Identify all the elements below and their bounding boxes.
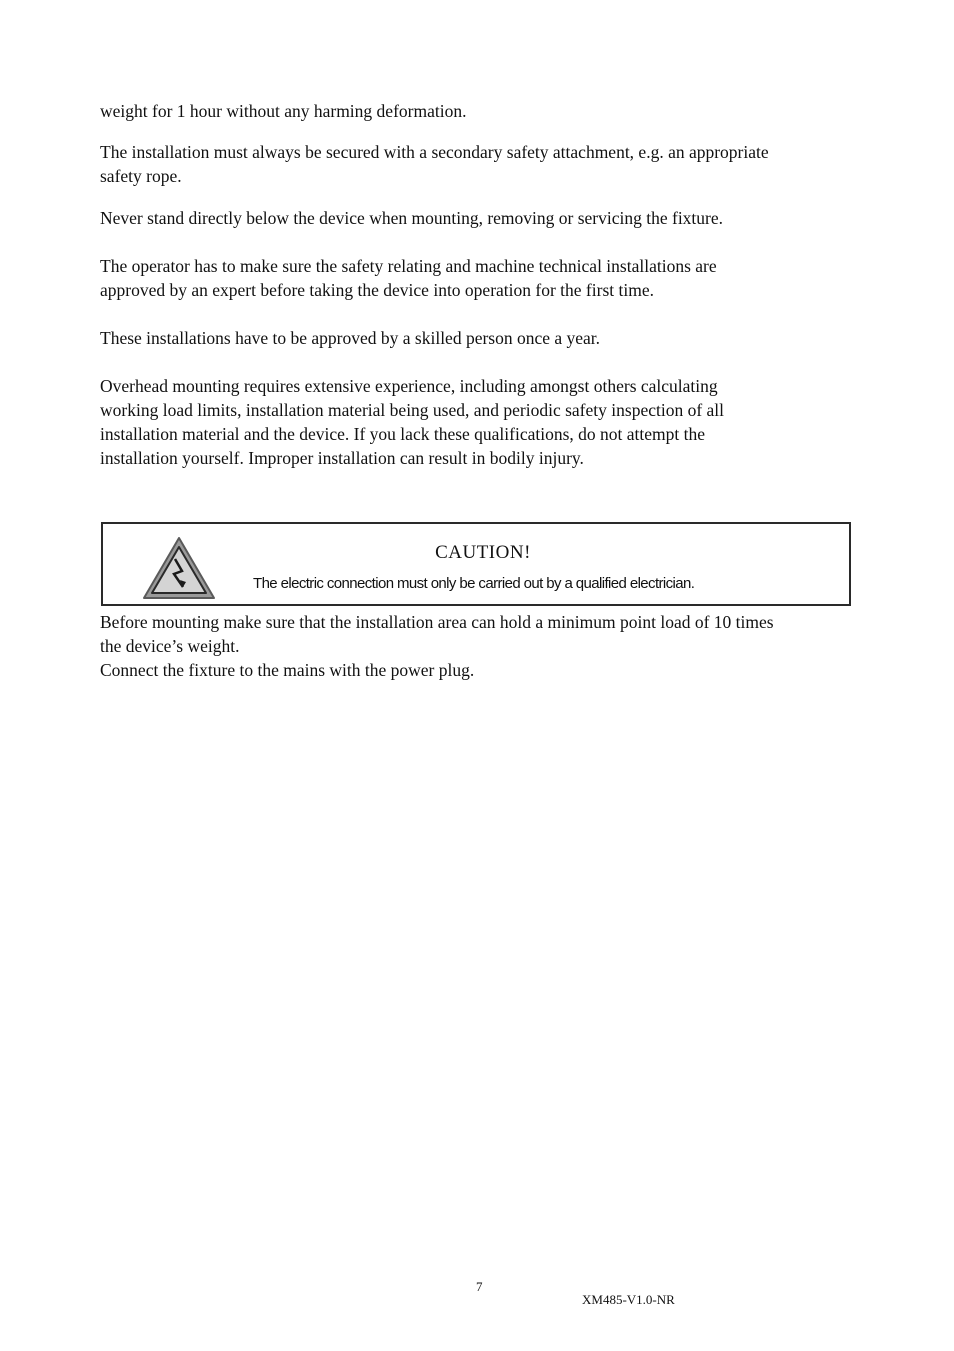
caution-text: The electric connection must only be carried out by a qualified electrician. — [253, 575, 695, 592]
page-number: 7 — [476, 1279, 483, 1294]
paragraph-load-deformation: weight for 1 hour without any harming deformation. — [100, 101, 467, 121]
paragraph-operator-approval: The operator has to make sure the safety relating and machine technical installations are approved by an expert before taking the device into operation for the first time. — [100, 256, 717, 300]
document-code: XM485-V1.0-NR — [582, 1292, 675, 1307]
paragraph-yearly-approval: These installations have to be approved by a skilled person once a year. — [100, 328, 601, 348]
caution-box — [101, 522, 851, 606]
paragraph-secondary-safety: The installation must always be secured with a secondary safety attachment, e.g. an appropriate safety rope. — [100, 142, 769, 186]
paragraph-mounting-load: Before mounting make sure that the installation area can hold a minimum point load of 10 times the device’s weight. Connect the fixture to the mains with the power plug. — [100, 612, 774, 680]
caution-title: CAUTION! — [435, 542, 531, 563]
paragraph-overhead-mounting: Overhead mounting requires extensive experience, including amongst others calculating working load limits, installation material being used, and periodic safety inspection of all installation material and the device. If you lack these qualifications, do not attempt the installation yourself. Improper installation can result in bodily injury. — [100, 376, 725, 468]
paragraph-never-stand-below: Never stand directly below the device when mounting, removing or servicing the fixture. — [100, 208, 724, 228]
